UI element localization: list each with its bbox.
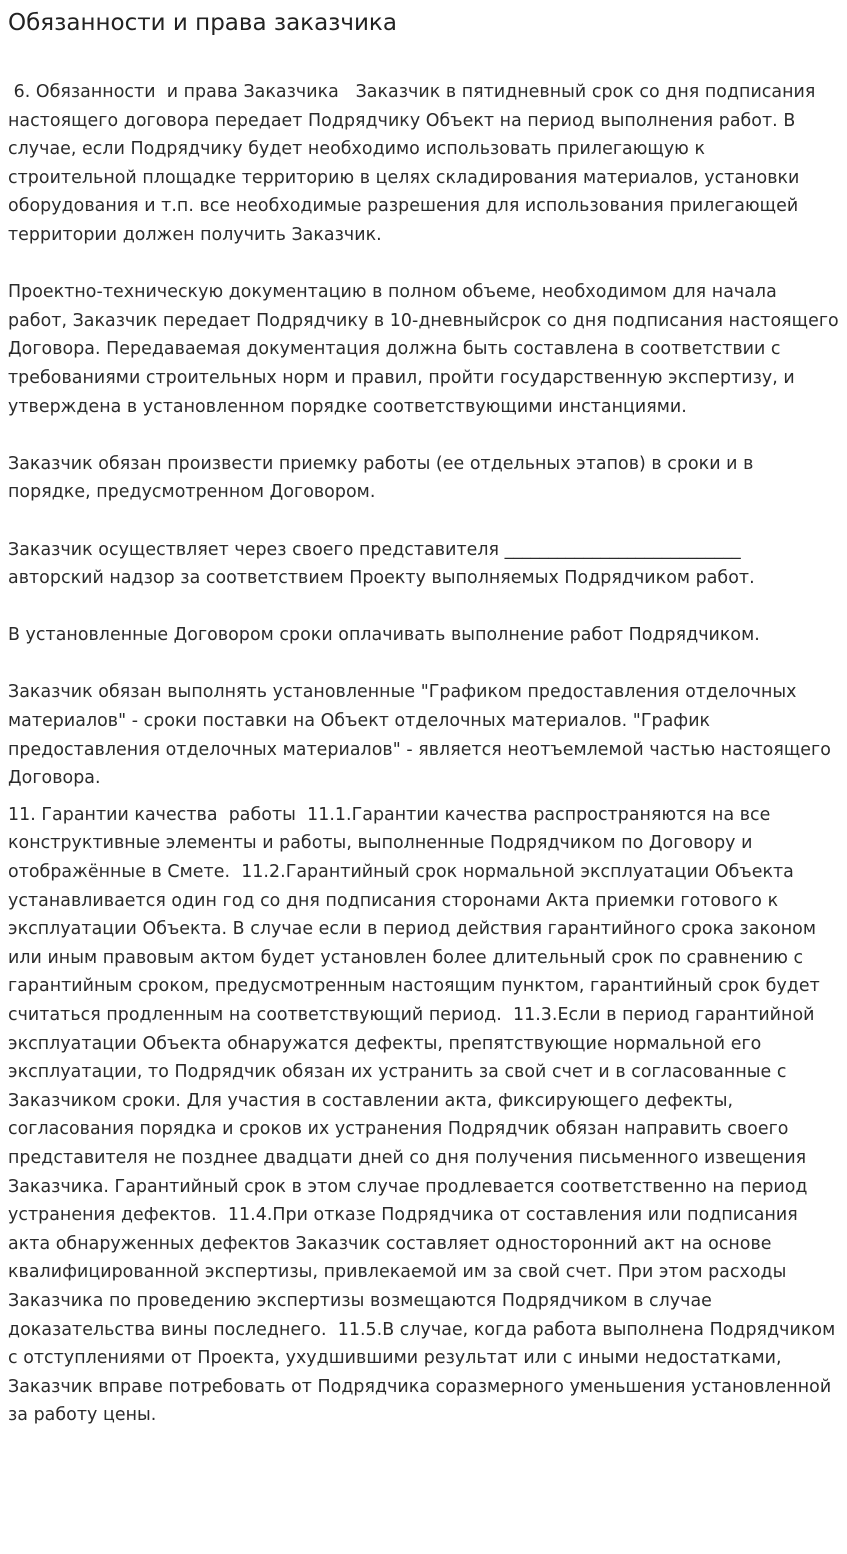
paragraph-materials-schedule: Заказчик обязан выполнять установленные "Графиком предоставления отделочных материалов" - сроки поставки на Объект отделочных материалов. "График предоставления отделочных материалов" - является неотъемлемой частью настоящего Договора.: [8, 682, 837, 789]
paragraph-customer-duties: 6. Обязанности и права Заказчика Заказчик в пятидневный срок со дня подписания настоящего договора передает Подрядчику Объект на период выполнения работ. В случае, если Подрядчику будет необходимо использовать прилегающую к строительной площадке территорию в целях складирования материалов, установки оборудования и т.п. все необходимые разрешения для использования прилегающей территории должен получить Заказчик.: [8, 82, 821, 245]
paragraph-payment: В установленные Договором сроки оплачивать выполнение работ Подрядчиком.: [8, 625, 760, 646]
paragraph-supervision: Заказчик осуществляет через своего представителя ___________________________ авторский надзор за соответствием Проекту выполняемых Подрядчиком работ.: [8, 539, 755, 589]
document-body: [8, 78, 845, 1430]
page-title: Обязанности и права заказчика: [8, 10, 397, 36]
paragraph-technical-documentation: Проектно-техническую документацию в полном объеме, необходимом для начала работ, Заказчик передает Подрядчику в 10-дневныйсрок со дня подписания настоящего Договора. Передаваемая документация должна быть составлена в соответствии с требованиями строительных норм и правил, пройти государственную экспертизу, и утверждена в установленном порядке соответствующими инстанциями.: [8, 282, 845, 417]
paragraph-quality-guarantees: 11. Гарантии качества работы 11.1.Гарантии качества распространяются на все конструктивные элементы и работы, выполненные Подрядчиком по Договору и отображённые в Смете. 11.2.Гарантийный срок нормальной эксплуатации Объекта устанавливается один год со дня подписания сторонами Акта приемки готового к эксплуатации Объекта. В случае если в период действия гарантийного срока законом или иным правовым актом будет установлен более длительный срок по сравнению с гарантийным сроком, предусмотренным настоящим пунктом, гарантийный срок будет считаться продленным на соответствующий период. 11.3.Если в период гарантийной эксплуатации Объекта обнаружатся дефекты, препятствующие нормальной его эксплуатации, то Подрядчик обязан их устранить за свой счет и в согласованные с Заказчиком сроки. Для участия в составлении акта, фиксирующего дефекты, согласования порядка и сроков их устранения Подрядчик обязан направить своего представителя не позднее двадцати дней со дня получения письменного извещения Заказчика. Гарантийный срок в этом случае продлевается соответственно на период устранения дефектов. 11.4.При отказе Подрядчика от составления или подписания акта обнаруженных дефектов Заказчик составляет односторонний акт на основе квалифицированной экспертизы, привлекаемой им за свой счет. При этом расходы Заказчика по проведению экспертизы возмещаются Подрядчиком в случае доказательства вины последнего. 11.5.В случае, когда работа выполнена Подрядчиком с отступлениями от Проекта, ухудшившими результат или с иными недостатками, Заказчик вправе потребовать от Подрядчика соразмерного уменьшения установленной за работу цены.: [8, 804, 841, 1426]
paragraph-work-acceptance: Заказчик обязан произвести приемку работы (ее отдельных этапов) в сроки и в порядке, предусмотренном Договором.: [8, 453, 759, 503]
